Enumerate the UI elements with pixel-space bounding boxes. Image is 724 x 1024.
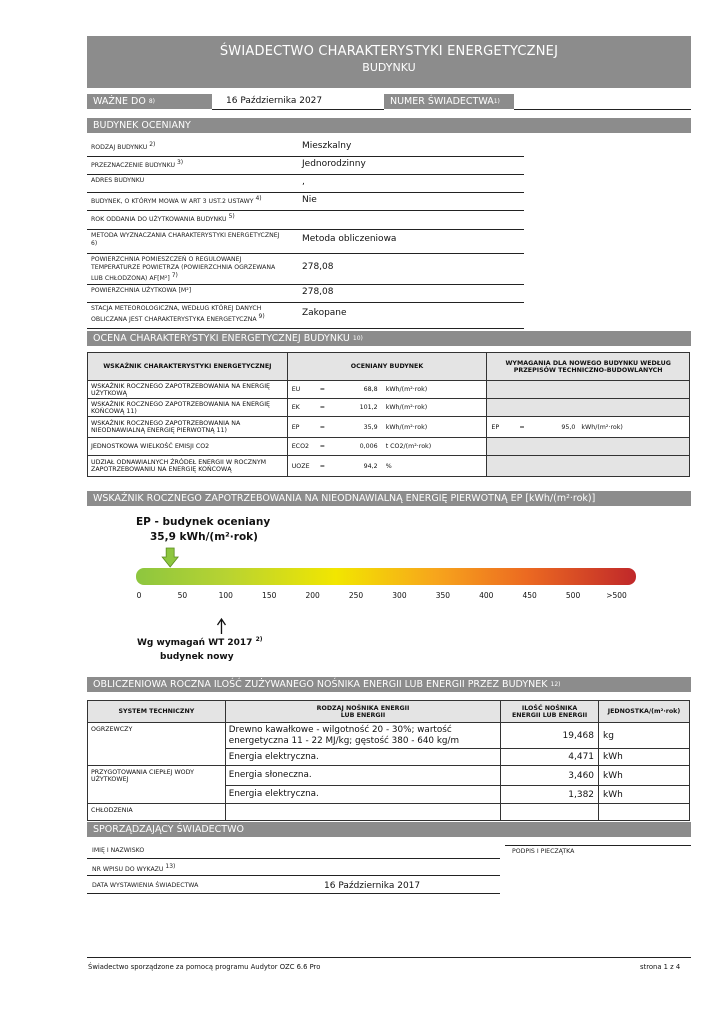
divider [87, 156, 524, 157]
ep-scale-section-header: WSKAŹNIK ROCZNEGO ZAPOTRZEBOWANIA NA NIEODNAWIALNĄ ENERGIĘ PIERWOTNĄ EP [kWh/(m²·rok)] [87, 491, 691, 506]
scale-tick-label: 200 [305, 591, 320, 600]
divider [87, 328, 524, 329]
carrier-type: Energia słoneczna. [225, 766, 500, 786]
valid-until-value: 16 Października 2027 [226, 96, 323, 106]
building-row-label: ADRES BUDYNKU [91, 177, 145, 184]
carrier-system-label: CHŁODZENIA [88, 804, 226, 821]
ep-building-value: 35,9 kWh/(m²·rok) [150, 531, 258, 543]
rating-row-requirement: EP = 95,0 kWh/(m²·rok) [487, 417, 690, 438]
building-row-label: POWIERZCHNIA UŻYTKOWA [M²] [91, 287, 192, 294]
rating-table-header [88, 353, 690, 381]
carrier-row [88, 804, 690, 821]
carrier-unit: kWh [599, 786, 690, 804]
carrier-amount: 1,382 [501, 786, 599, 804]
divider [87, 284, 524, 285]
scale-tick-label: 150 [262, 591, 277, 600]
certificate-title: ŚWIADECTWO CHARAKTERYSTYKI ENERGETYCZNEJ [219, 44, 559, 59]
carriers-col-amount: ILOŚĆ NOŚNIKA ENERGII LUB ENERGII [501, 701, 599, 723]
footer-page-number: strona 1 z 4 [640, 963, 681, 971]
issuer-name-label: IMIĘ I NAZWISKO [92, 847, 145, 854]
issuer-section-header: SPORZĄDZAJĄCY ŚWIADECTWO [87, 822, 691, 837]
building-row-label: METODA WYZNACZANIA CHARAKTERYSTYKI ENERGETYCZNEJ 6) [91, 232, 280, 247]
carrier-system-label: OGRZEWCZY [88, 723, 226, 766]
rating-row [88, 399, 690, 417]
divider [87, 253, 524, 254]
building-row-label: RODZAJ BUDYNKU 2) [91, 141, 156, 152]
signature-label: PODPIS I PIECZĄTKA [512, 848, 575, 855]
building-row-value: Nie [302, 195, 317, 205]
rating-row [88, 417, 690, 438]
carrier-unit [599, 804, 690, 821]
carrier-unit: kWh [599, 766, 690, 786]
building-row-value: Metoda obliczeniowa [302, 234, 397, 244]
building-section-header: BUDYNEK OCENIANY [87, 118, 691, 133]
footer-program: Świadectwo sporządzone za pomocą programu Audytor OZC 6.6 Pro [88, 963, 321, 971]
rating-col-indicator: WSKAŹNIK CHARAKTERYSTYKI ENERGETYCZNEJ [88, 353, 288, 381]
ep-building-label: EP - budynek oceniany [136, 516, 271, 528]
divider [87, 893, 500, 894]
building-row-value: Jednorodzinny [302, 159, 366, 169]
scale-tick-label: 100 [218, 591, 233, 600]
building-row-label: ROK ODDANIA DO UŻYTKOWANIA BUDYNKU 5) [91, 213, 235, 224]
rating-row-label: UDZIAŁ ODNAWIALNYCH ŹRÓDEŁ ENERGII W ROCZNYM ZAPOTRZEBOWANIU NA ENERGIĘ KOŃCOWĄ [88, 456, 288, 477]
energy-scale-bar [136, 568, 636, 585]
building-row-label: BUDYNEK, O KTÓRYM MOWA W ART 3 UST.2 USTAWY 4) [91, 195, 262, 206]
rating-row [88, 438, 690, 456]
carriers-table [87, 700, 690, 821]
carrier-unit: kWh [599, 749, 690, 766]
rating-row-building-value: EK = 101,2 kWh/(m²·rok) [287, 399, 487, 417]
requirement-arrow-shape [217, 619, 225, 634]
certificate-subtitle: BUDYNKU [362, 61, 416, 74]
building-row-label: STACJA METEOROLOGICZNA, WEDŁUG KTÓREJ DANYCH OBLICZANA JEST CHARAKTERYSTYKA ENERGETYCZNA 9) [91, 305, 265, 323]
requirement-arrow [0, 618, 1, 619]
carrier-amount [501, 804, 599, 821]
valid-until-label: WAŻNE DO 8) [87, 94, 212, 109]
rating-table [87, 352, 690, 477]
rating-row [88, 381, 690, 399]
rating-row-building-value: ECO2 = 0,006 t CO2/(m²·rok) [287, 438, 487, 456]
rating-col-requirements: WYMAGANIA DLA NOWEGO BUDYNKU WEDŁUG PRZEPISÓW TECHNICZNO-BUDOWLANYCH [487, 353, 690, 381]
carrier-amount: 3,460 [501, 766, 599, 786]
rating-row-building-value: EU = 68,8 kWh/(m²·rok) [287, 381, 487, 399]
scale-tick-label: 500 [565, 591, 581, 600]
rating-row-requirement [487, 456, 690, 477]
divider [87, 302, 524, 303]
carrier-unit: kg [599, 723, 690, 749]
rating-section-header: OCENA CHARAKTERYSTYKI ENERGETYCZNEJ BUDYNKU 10) [87, 331, 691, 346]
carriers-table-header [88, 701, 690, 723]
scale-tick-label: 0 [136, 591, 142, 600]
carrier-type: Drewno kawałkowe - wilgotność 20 - 30%; wartość energetyczna 11 - 22 MJ/kg; gęstość 380 - 640 kg/m [225, 723, 500, 749]
rating-row-building-value: UOZE = 94,2 % [287, 456, 487, 477]
ep-arrow-shape [162, 548, 178, 567]
carrier-type [225, 804, 500, 821]
carrier-type: Energia elektryczna. [225, 749, 500, 766]
divider [87, 174, 524, 175]
scale-tick-label: 50 [177, 591, 188, 600]
scale-tick-label: 450 [522, 591, 537, 600]
rating-row-requirement [487, 399, 690, 417]
carrier-row [88, 723, 690, 749]
divider [87, 858, 500, 859]
divider [87, 229, 524, 230]
carrier-amount: 19,468 [501, 723, 599, 749]
rating-row-label: WSKAŹNIK ROCZNEGO ZAPOTRZEBOWANIA NA ENERGIĘ UŻYTKOWĄ [88, 381, 288, 399]
scale-tick-label: >500 [606, 591, 627, 600]
carrier-type: Energia elektryczna. [225, 786, 500, 804]
scale-tick-label: 300 [392, 591, 407, 600]
building-row-value: 278,08 [302, 261, 334, 272]
building-row-value: 278,08 [302, 287, 334, 297]
divider [505, 845, 691, 846]
divider [87, 875, 500, 876]
scale-tick-label: 400 [479, 591, 494, 600]
building-row-value: , [302, 177, 305, 187]
divider [87, 192, 524, 193]
requirement-label: Wg wymagań WT 2017 $^{2)}$ [137, 636, 263, 648]
carriers-col-carrier: RODZAJ NOŚNIKA ENERGII LUB ENERGII [225, 701, 500, 723]
footer-divider [87, 957, 691, 958]
issue-date-value: 16 Października 2017 [324, 881, 421, 891]
scale-tick-label: 250 [348, 591, 364, 600]
rating-row [88, 456, 690, 477]
rating-col-building: OCENIANY BUDYNEK [287, 353, 487, 381]
rating-row-label: WSKAŹNIK ROCZNEGO ZAPOTRZEBOWANIA NA ENERGIĘ KOŃCOWĄ 11) [88, 399, 288, 417]
rating-row-requirement [487, 438, 690, 456]
certificate-title-box [87, 36, 691, 88]
carrier-amount: 4,471 [501, 749, 599, 766]
issuer-register-label: NR WPISU DO WYKAZU 13) [92, 863, 176, 874]
issue-date-label: DATA WYSTAWIENIA ŚWIADECTWA [92, 882, 199, 889]
rating-row-requirement [487, 381, 690, 399]
carrier-system-label: PRZYGOTOWANIA CIEPŁEJ WODY UŻYTKOWEJ [88, 766, 226, 804]
scale-tick-label: 350 [435, 591, 451, 600]
ep-building-arrow [0, 548, 1, 549]
building-row-value: Zakopane [302, 308, 347, 318]
building-row-label: PRZEZNACZENIE BUDYNKU 3) [91, 159, 184, 170]
building-row-value: Mieszkalny [302, 141, 352, 151]
carriers-section-header: OBLICZENIOWA ROCZNA ILOŚĆ ZUŻYWANEGO NOŚNIKA ENERGII LUB ENERGII PRZEZ BUDYNEK 12) [87, 677, 691, 692]
divider [87, 210, 524, 211]
certificate-number-label: NUMER ŚWIADECTWA 1) [384, 94, 514, 109]
carrier-row [88, 766, 690, 786]
building-row-label: POWIERZCHNIA POMIESZCZEŃ O REGULOWANEJ TEMPERATURZE POWIETRZA (POWIERZCHNIA OGRZEWANA LUB CHŁODZONA) AF[M²] 7) [91, 256, 276, 282]
divider [514, 109, 691, 110]
carriers-col-system: SYSTEM TECHNICZNY [88, 701, 226, 723]
rating-row-label: JEDNOSTKOWA WIELKOŚĆ EMISJI CO2 [88, 438, 288, 456]
carriers-col-unit: JEDNOSTKA/(m²·rok) [599, 701, 690, 723]
requirement-sublabel: budynek nowy [160, 652, 234, 662]
divider [212, 109, 384, 110]
rating-row-label: WSKAŹNIK ROCZNEGO ZAPOTRZEBOWANIA NA NIEODNAWIALNĄ ENERGIĘ PIERWOTNĄ 11) [88, 417, 288, 438]
rating-row-building-value: EP = 35,9 kWh/(m²·rok) [287, 417, 487, 438]
